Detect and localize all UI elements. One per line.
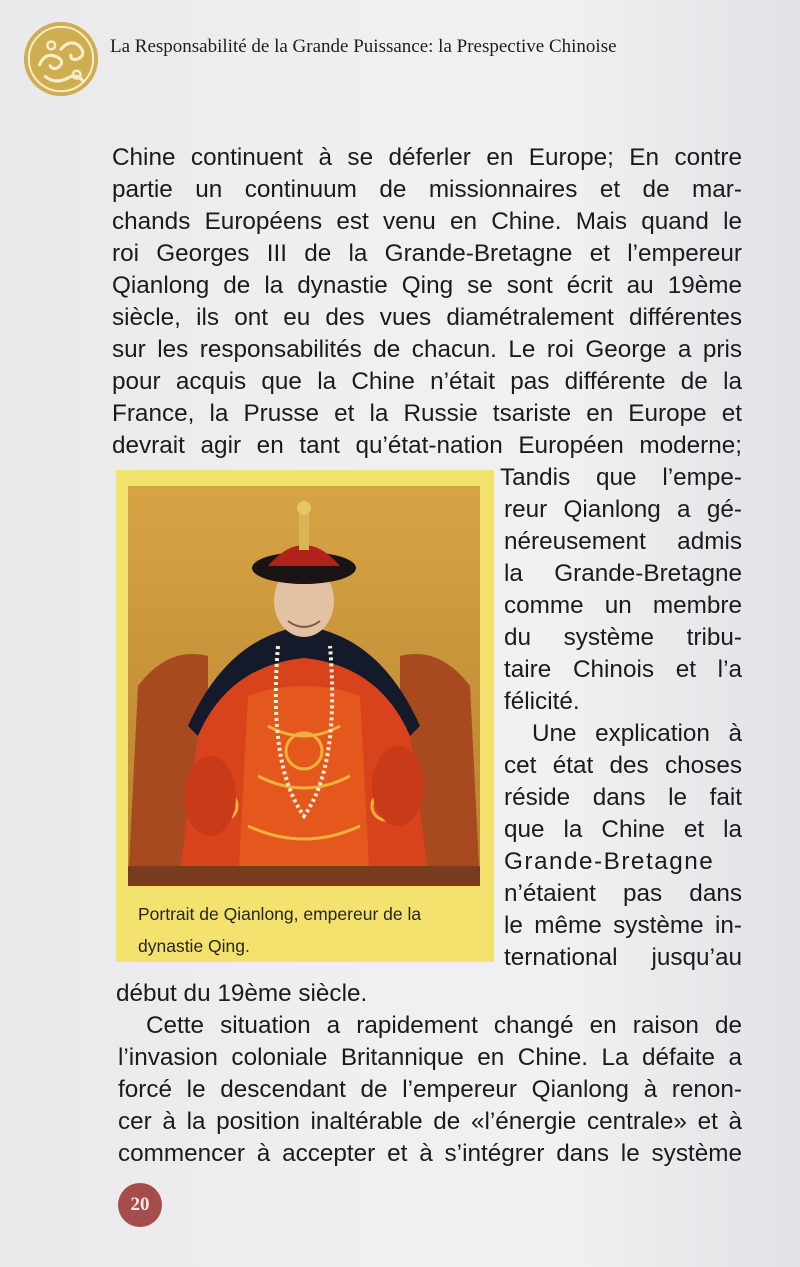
text-line: début du 19ème siècle. — [116, 980, 368, 1007]
text-line: n’étaient pas dans — [504, 880, 742, 907]
caption-line: dynastie Qing. — [138, 936, 250, 956]
text-line: roi Georges III de la Grande-Bretagne et l’empereur — [112, 240, 742, 267]
text-line: que la Chine et la — [504, 816, 742, 843]
portrait-figure — [116, 470, 494, 962]
cloud-ornament-logo — [22, 20, 100, 98]
text-line: réside dans le fait — [504, 784, 742, 811]
text-line: du système tribu- — [504, 624, 742, 651]
text-line: Une explication à — [532, 720, 742, 747]
text-line: sur les responsabilités de chacun. Le roi George a pris — [112, 336, 742, 363]
text-line: devrait agir en tant qu’état-nation Européen moderne; — [112, 432, 742, 459]
running-header-title: La Responsabilité de la Grande Puissance: la Prespective Chinoise — [110, 36, 617, 57]
text-line: néreusement admis — [504, 528, 742, 555]
text-line: siècle, ils ont eu des vues diamétralement différentes — [112, 304, 742, 331]
text-line: ternational jusqu’au — [504, 944, 742, 971]
text-line: France, la Prusse et la Russie tsariste en Europe et — [112, 400, 742, 427]
text-line: le même système in- — [504, 912, 742, 939]
text-line: partie un continuum de missionnaires et de mar- — [112, 176, 742, 203]
caption-line: Portrait de Qianlong, empereur de la — [138, 904, 422, 924]
text-line: Qianlong de la dynastie Qing se sont écrit au 19ème — [112, 272, 742, 299]
text-line: commencer à accepter et à s’intégrer dans le système — [118, 1140, 742, 1167]
text-line: pour acquis que la Chine n’était pas différente de la — [112, 368, 742, 395]
text-line: félicité. — [504, 688, 580, 715]
text-line: Grande-Bretagne — [504, 848, 715, 875]
text-line: comme un membre — [504, 592, 742, 619]
text-line: cer à la position inaltérable de «l’énergie centrale» et à — [118, 1108, 742, 1135]
text-line: forcé le descendant de l’empereur Qianlong à renon- — [118, 1076, 742, 1103]
text-line: cet état des choses — [504, 752, 742, 779]
text-line: chands Européens est venu en Chine. Mais quand le — [112, 208, 742, 235]
text-line: reur Qianlong a gé- — [504, 496, 742, 523]
text-line: Chine continuent à se déferler en Europe; En contre — [112, 144, 742, 171]
qianlong-portrait-image — [128, 486, 480, 886]
text-line: Tandis que l’empe- — [500, 464, 742, 491]
page-number-badge: 20 — [118, 1183, 162, 1227]
text-line: taire Chinois et l’a — [504, 656, 742, 683]
text-line: Cette situation a rapidement changé en raison de — [146, 1012, 742, 1039]
text-line: la Grande-Bretagne — [504, 560, 742, 587]
text-line: l’invasion coloniale Britannique en Chine. La défaite a — [118, 1044, 742, 1071]
figure-caption — [138, 898, 478, 962]
